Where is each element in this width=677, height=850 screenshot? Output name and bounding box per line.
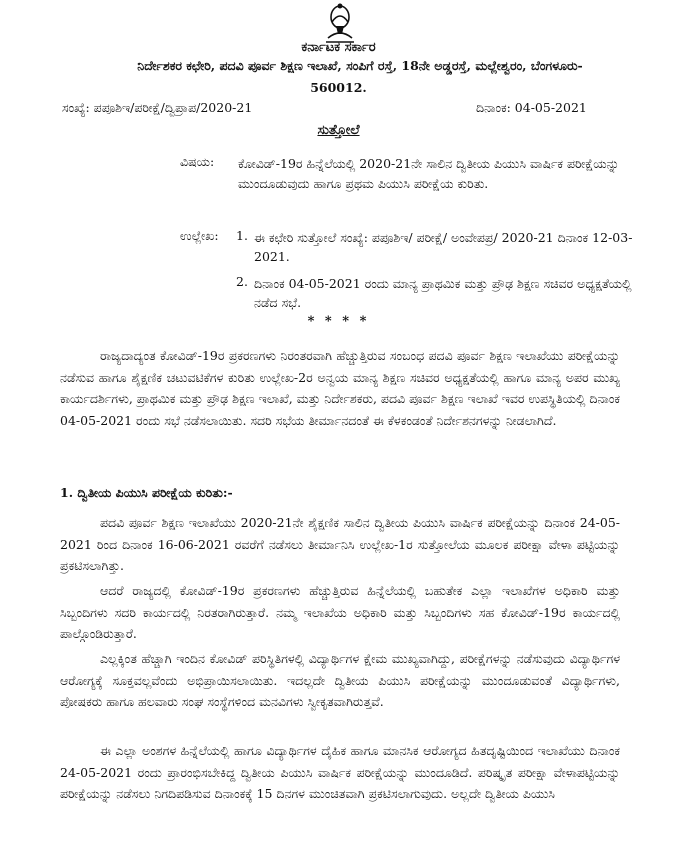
section-1-paragraph-3: ಎಲ್ಲಕ್ಕಿಂತ ಹೆಚ್ಚಾಗಿ ಇಂದಿನ ಕೋವಿಡ್ ಪರಿಸ್ಥಿತಿಗಳಲ್ಲಿ ವಿದ್ಯಾರ್ಥಿಗಳ ಕ್ಷೇಮ ಮುಖ್ಯವಾಗಿದ್ದು, ಪರೀಕ್ಷೆಗಳನ್ನು ನಡೆಸುವುದು ವಿದ್ಯಾರ್ಥಿಗಳ ಆರೋಗ್ಯಕ್ಕೆ ಸೂಕ್ತವಲ್ಲವೆಂದು ಅಭಿಪ್ರಾಯಿಸಲಾಯಿತು. ಇದಲ್ಲದೇ ದ್ವಿತೀಯ ಪಿಯುಸಿ ಪರೀಕ್ಷೆಯನ್ನು ಮುಂದೂಡುವಂತೆ ವಿದ್ಯಾರ್ಥಿಗಳು, ಪೋಷಕರು ಹಾಗೂ ಹಲವಾರು ಸಂಘ ಸಂಸ್ಥೆಗಳಿಂದ ಮನವಿಗಳು ಸ್ವೀಕೃತವಾಗಿರುತ್ತವೆ. (60, 651, 620, 709)
reference-item-2: ದಿನಾಂಕ 04-05-2021 ರಂದು ಮಾನ್ಯ ಪ್ರಾಥಮಿಕ ಮತ್ತು ಪ್ರೌಢ ಶಿಕ್ಷಣ ಸಚಿವರ ಅಧ್ಯಕ್ಷತೆಯಲ್ಲಿ ನಡೆದ ಸಭೆ. (254, 276, 632, 310)
subject-text: ಕೋವಿಡ್-19ರ ಹಿನ್ನೆಲೆಯಲ್ಲಿ 2020-21ನೇ ಸಾಲಿನ ದ್ವಿತೀಯ ಪಿಯುಸಿ ವಾರ್ಷಿಕ ಪರೀಕ್ಷೆಯನ್ನು ಮುಂದೂಡುವುದು ಹಾಗೂ ಪ್ರಥಮ ಪಿಯುಸಿ ಪರೀಕ್ಷೆಯ ಕುರಿತು. (238, 156, 620, 191)
references-label: ಉಲ್ಲೇಖ: (180, 228, 219, 243)
reference-number: ಸಂಖ್ಯೆ: ಪಪೂಶಿಇ/ಪರೀಕ್ಷೆ/ದ್ವಿಪ್ರಾಪ/2020-21 (62, 100, 253, 115)
subject-label: ವಿಷಯ: (180, 154, 215, 169)
state-emblem-icon (320, 2, 360, 44)
section-1-paragraph-1: ಪದವಿ ಪೂರ್ವ ಶಿಕ್ಷಣ ಇಲಾಖೆಯು 2020-21ನೇ ಶೈಕ್ಷಣಿಕ ಸಾಲಿನ ದ್ವಿತೀಯ ಪಿಯುಸಿ ವಾರ್ಷಿಕ ಪರೀಕ್ಷೆಯನ್ನು ದಿನಾಂಕ 24-05-2021 ರಿಂದ ದಿನಾಂಕ 16-06-2021 ರವರೆಗೆ ನಡೆಸಲು ತೀರ್ಮಾನಿಸಿ ಉಲ್ಲೇಖ-1ರ ಸುತ್ತೋಲೆಯ ಮೂಲಕ ಪರೀಕ್ಷಾ ವೇಳಾ ಪಟ್ಟಿಯನ್ನು ಪ್ರಕಟಿಸಲಾಗಿತ್ತು. (60, 515, 620, 573)
government-title: ಕರ್ನಾಟಕ ಸರ್ಕಾರ (301, 40, 376, 55)
office-address: ನಿರ್ದೇಶಕರ ಕಛೇರಿ, ಪದವಿ ಪೂರ್ವ ಶಿಕ್ಷಣ ಇಲಾಖೆ, ಸಂಪಿಗೆ ರಸ್ತೆ, 18ನೇ ಅಡ್ಡರಸ್ತೆ, ಮಲ್ಲೇಶ್ವರಂ, ಬೆಂಗಳೂರು- (137, 58, 583, 73)
circular-title: ಸುತ್ತೋಲೆ (317, 122, 360, 138)
circular-date: ದಿನಾಂಕ: 04-05-2021 (476, 100, 587, 115)
intro-paragraph: ರಾಜ್ಯದಾದ್ಯಂತ ಕೋವಿಡ್-19ರ ಪ್ರಕರಣಗಳು ನಿರಂತರವಾಗಿ ಹೆಚ್ಚುತ್ತಿರುವ ಸಂಬಂಧ ಪದವಿ ಪೂರ್ವ ಶಿಕ್ಷಣ ಇಲಾಖೆಯು ಪರೀಕ್ಷೆಯನ್ನು ನಡೆಸುವ ಹಾಗೂ ಶೈಕ್ಷಣಿಕ ಚಟುವಟಿಕೆಗಳ ಕುರಿತು ಉಲ್ಲೇಖ-2ರ ಅನ್ವಯ ಮಾನ್ಯ ಶಿಕ್ಷಣ ಸಚಿವರ ಅಧ್ಯಕ್ಷತೆಯಲ್ಲಿ ಹಾಗೂ ಮಾನ್ಯ ಅಪರ ಮುಖ್ಯ ಕಾರ್ಯದರ್ಶಿಗಳು, ಪ್ರಾಥಮಿಕ ಮತ್ತು ಪ್ರೌಢ ಶಿಕ್ಷಣ ಇಲಾಖೆ, ಮತ್ತು ನಿರ್ದೇಶಕರು, ಪದವಿ ಪೂರ್ವ ಶಿಕ್ಷಣ ಇಲಾಖೆ ಇವರ ಉಪಸ್ಥಿತಿಯಲ್ಲಿ ದಿನಾಂಕ 04-05-2021 ರಂದು ಸಭೆ ನಡೆಸಲಾಯಿತು. ಸದರಿ ಸಭೆಯ ತೀರ್ಮಾನದಂತೆ ಈ ಕೆಳಕಂಡಂತೆ ನಿರ್ದೇಶನಗಳನ್ನು ನೀಡಲಾಗಿದೆ. (60, 348, 620, 428)
reference-item-1: ಈ ಕಛೇರಿ ಸುತ್ತೋಲೆ ಸಂಖ್ಯೆ: ಪಪೂಶಿಇ/ ಪರೀಕ್ಷೆ/ ಅಂವೇಪಪ್ರ/ 2020-21 ದಿನಾಂಕ 12-03-2021. (254, 230, 633, 264)
reference-item-2-number: 2. (236, 274, 248, 289)
reference-item-1-number: 1. (236, 228, 248, 243)
separator-stars: * * * * (307, 314, 370, 329)
section-1-paragraph-4: ಈ ಎಲ್ಲಾ ಅಂಶಗಳ ಹಿನ್ನೆಲೆಯಲ್ಲಿ ಹಾಗೂ ವಿದ್ಯಾರ್ಥಿಗಳ ದೈಹಿಕ ಹಾಗೂ ಮಾನಸಿಕ ಆರೋಗ್ಯದ ಹಿತದೃಷ್ಟಿಯಿಂದ ಇಲಾಖೆಯು ದಿನಾಂಕ 24-05-2021 ರಂದು ಪ್ರಾರಂಭಿಸಬೇಕಿದ್ದ ದ್ವಿತೀಯ ಪಿಯುಸಿ ವಾರ್ಷಿಕ ಪರೀಕ್ಷೆಯನ್ನು ಮುಂದೂಡಿದೆ. ಪರಿಷ್ಕೃತ ಪರೀಕ್ಷಾ ವೇಳಾಪಟ್ಟಿಯನ್ನು ಪರೀಕ್ಷೆಯನ್ನು ನಡೆಸಲು ನಿಗದಿಪಡಿಸುವ ದಿನಾಂಕಕ್ಕೆ 15 ದಿನಗಳ ಮುಂಚಿತವಾಗಿ ಪ್ರಕಟಿಸಲಾಗುವುದು. ಅಲ್ಲದೇ ದ್ವಿತೀಯ ಪಿಯುಸಿ (60, 743, 620, 801)
section-1-paragraph-2: ಆದರೆ ರಾಜ್ಯದಲ್ಲಿ ಕೋವಿಡ್-19ರ ಪ್ರಕರಣಗಳು ಹೆಚ್ಚುತ್ತಿರುವ ಹಿನ್ನೆಲೆಯಲ್ಲಿ ಬಹುತೇಕ ಎಲ್ಲಾ ಇಲಾಖೆಗಳ ಅಧಿಕಾರಿ ಮತ್ತು ಸಿಬ್ಬಂದಿಗಳು ಸದರಿ ಕಾರ್ಯದಲ್ಲಿ ನಿರತರಾಗಿರುತ್ತಾರೆ. ನಮ್ಮ ಇಲಾಖೆಯ ಅಧಿಕಾರಿ ಮತ್ತು ಸಿಬ್ಬಂದಿಗಳು ಸಹ ಕೋವಿಡ್-19ರ ಕಾರ್ಯದಲ್ಲಿ ಪಾಲ್ಗೊಂಡಿರುತ್ತಾರೆ. (60, 583, 620, 641)
office-pincode: 560012. (310, 80, 367, 95)
section-1-heading: 1. ದ್ವಿತೀಯ ಪಿಯುಸಿ ಪರೀಕ್ಷೆಯ ಕುರಿತು:- (60, 485, 233, 500)
